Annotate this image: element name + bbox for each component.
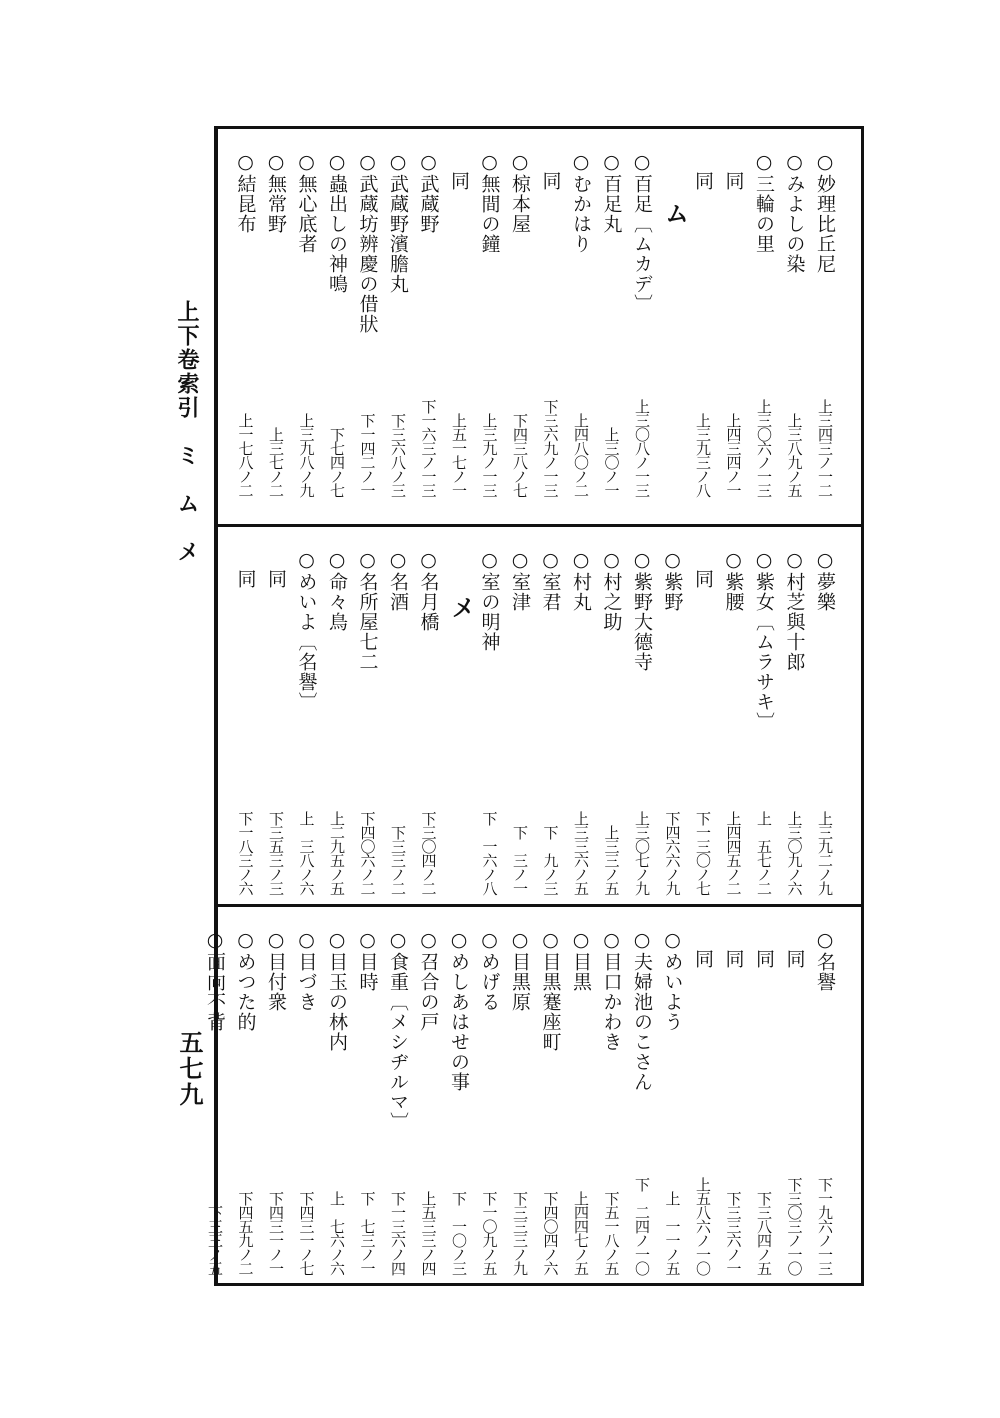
entry-page-ref: 下 九ノ三 bbox=[541, 825, 560, 895]
index-entry bbox=[660, 929, 686, 1275]
entry-term: ○武蔵坊辨慶の借狀 bbox=[356, 151, 379, 334]
index-band-middle bbox=[218, 524, 861, 907]
entry-page-ref: 下四〇四ノ六 bbox=[541, 1191, 560, 1275]
index-entry bbox=[263, 549, 289, 895]
entry-term: ○百足〔ムカデ〕 bbox=[631, 151, 653, 314]
entry-page-ref: 下一四二ノ一 bbox=[358, 413, 377, 497]
index-entry bbox=[507, 929, 533, 1275]
index-entry bbox=[599, 929, 625, 1275]
entry-page-ref: 下四〇六ノ二 bbox=[358, 811, 377, 895]
entry-page-ref: 上四四五ノ二 bbox=[724, 811, 743, 895]
index-entry bbox=[568, 549, 594, 895]
index-entry bbox=[507, 549, 533, 895]
entry-page-ref: 下三〇四ノ二 bbox=[419, 811, 438, 895]
entry-term: ○面向不背 bbox=[204, 929, 226, 1032]
entry-term: ○村芝與十郎 bbox=[783, 549, 806, 672]
entry-term: ○百足丸 bbox=[600, 151, 623, 234]
entry-page-ref: 下 七三ノ一 bbox=[358, 1191, 377, 1275]
entry-page-ref: 下四三一ノ一 bbox=[267, 1191, 285, 1275]
index-entry bbox=[233, 929, 259, 1275]
running-head: 上下卷索引 ミ ム メ bbox=[174, 300, 200, 564]
entry-term: ○名譽 bbox=[814, 929, 836, 992]
index-entry bbox=[751, 929, 777, 1275]
entry-term: ○みよしの染 bbox=[783, 151, 806, 274]
entry-term: ○椋本屋 bbox=[509, 151, 531, 234]
entry-term: ○目づき bbox=[295, 929, 318, 1012]
entry-term: ○室の明神 bbox=[478, 549, 501, 652]
index-entry bbox=[629, 151, 655, 497]
entry-page-ref: 下四六六ノ九 bbox=[663, 811, 682, 895]
entry-page-ref: 上五八六ノ一〇 bbox=[694, 1177, 712, 1275]
index-entry bbox=[233, 151, 259, 497]
entry-page-ref: 上三九八ノ九 bbox=[297, 413, 316, 497]
entry-page-ref: 上三四三ノ一二 bbox=[816, 399, 834, 497]
entry-page-ref: 下四三八ノ七 bbox=[511, 413, 529, 497]
index-entry bbox=[355, 549, 381, 895]
entry-term: ○目口かわき bbox=[600, 929, 623, 1052]
entry-page-ref: 上 三八ノ六 bbox=[297, 811, 316, 895]
index-entry bbox=[507, 151, 533, 497]
entry-page-ref: 上三〇七ノ九 bbox=[633, 811, 651, 895]
index-entry bbox=[690, 929, 716, 1275]
index-entry bbox=[294, 929, 320, 1275]
entry-term: ○めつた的 bbox=[234, 929, 257, 1032]
index-entry bbox=[629, 549, 655, 895]
index-entry bbox=[538, 549, 564, 895]
index-entry bbox=[202, 929, 228, 1275]
entry-page-ref: 下 一六ノ八 bbox=[480, 811, 499, 895]
entry-term: 同 bbox=[753, 929, 775, 969]
entry-page-ref: 上四四七ノ五 bbox=[572, 1191, 590, 1275]
index-entry bbox=[416, 151, 442, 497]
entry-page-ref: 上四三四ノ一 bbox=[724, 413, 743, 497]
index-entry bbox=[812, 929, 838, 1275]
entry-page-ref: 下七四ノ七 bbox=[328, 427, 346, 497]
entry-term: ○目黒 bbox=[570, 929, 592, 992]
index-entry bbox=[568, 929, 594, 1275]
entry-page-ref: 下三三ノ二 bbox=[389, 825, 407, 895]
entry-page-ref: 上 五七ノ二 bbox=[755, 811, 773, 895]
entry-term: 同 bbox=[722, 929, 745, 969]
entry-term: ○めいよ〔名譽〕 bbox=[295, 549, 318, 712]
index-entry bbox=[477, 151, 503, 497]
entry-term: ○目玉の林内 bbox=[326, 929, 348, 1052]
index-entry bbox=[629, 929, 655, 1275]
entry-term: ○無心底者 bbox=[295, 151, 318, 254]
entry-term: ○名月橋 bbox=[417, 549, 440, 632]
entry-term: ○妙理比丘尼 bbox=[814, 151, 836, 274]
index-entry bbox=[751, 151, 777, 497]
entry-page-ref: 下三三三ノ九 bbox=[511, 1191, 529, 1275]
entry-page-ref: 下三五三ノ三 bbox=[267, 811, 285, 895]
entry-term: ○村之助 bbox=[600, 549, 623, 632]
index-entry bbox=[263, 151, 289, 497]
index-entry bbox=[355, 929, 381, 1275]
entry-page-ref: 上一七八ノ二 bbox=[236, 413, 255, 497]
index-entry bbox=[751, 549, 777, 895]
index-entry bbox=[599, 151, 625, 497]
entry-term: ○めいよう bbox=[661, 929, 684, 1032]
section-heading: メ bbox=[447, 595, 476, 619]
index-entry bbox=[324, 549, 350, 895]
index-entry bbox=[324, 929, 350, 1275]
entry-term: ○紫女〔ムラサキ〕 bbox=[753, 549, 775, 732]
entry-page-ref: 上三〇九ノ六 bbox=[785, 811, 804, 895]
entry-term: 同 bbox=[692, 151, 714, 191]
entry-page-ref: 下四三一ノ七 bbox=[297, 1191, 316, 1275]
index-entry bbox=[294, 549, 320, 895]
index-entry bbox=[690, 549, 716, 895]
entry-page-ref: 下三三六ノ一 bbox=[724, 1191, 743, 1275]
entry-term: ○村丸 bbox=[570, 549, 592, 612]
entry-term: ○名酒 bbox=[387, 549, 409, 612]
index-entry bbox=[294, 151, 320, 497]
entry-term: ○紫腰 bbox=[722, 549, 745, 612]
entry-page-ref: 下三六九ノ一三 bbox=[541, 399, 560, 497]
entry-page-ref: 下一八三ノ六 bbox=[236, 811, 255, 895]
index-entry bbox=[721, 151, 747, 497]
entry-term: ○武蔵野 bbox=[417, 151, 440, 234]
entry-term: ○夫婦池のこさん bbox=[631, 929, 653, 1092]
index-band-bottom bbox=[204, 904, 861, 1289]
entry-page-ref: 上 七六ノ六 bbox=[328, 1191, 346, 1275]
index-entry bbox=[538, 151, 564, 497]
entry-term: ○目黒原 bbox=[509, 929, 531, 1012]
entry-page-ref: 下三六八ノ三 bbox=[389, 413, 407, 497]
entry-page-ref: 下 一〇ノ三 bbox=[450, 1191, 468, 1275]
entry-term: ○紫野大德寺 bbox=[631, 549, 653, 672]
index-entry bbox=[446, 929, 472, 1275]
entry-page-ref: 上五一七ノ一 bbox=[450, 413, 468, 497]
entry-page-ref: 上三九ノ一三 bbox=[480, 413, 499, 497]
entry-term: 同 bbox=[722, 151, 745, 191]
entry-term: ○夢樂 bbox=[814, 549, 836, 612]
entry-page-ref: 下一九六ノ一三 bbox=[816, 1177, 834, 1275]
index-entry bbox=[385, 549, 411, 895]
entry-term: ○むかはり bbox=[570, 151, 592, 254]
entry-page-ref: 下三八四ノ五 bbox=[755, 1191, 773, 1275]
entry-page-ref: 下一三六ノ四 bbox=[389, 1191, 407, 1275]
entry-term: ○蟲出しの神鳴 bbox=[326, 151, 348, 294]
index-entry bbox=[721, 549, 747, 895]
index-entry bbox=[477, 549, 503, 895]
index-entry bbox=[660, 549, 686, 895]
index-entry bbox=[416, 929, 442, 1275]
entry-term: 同 bbox=[539, 151, 562, 191]
entry-term: 同 bbox=[265, 549, 287, 589]
entry-term: ○目黒蹇座町 bbox=[539, 929, 562, 1052]
index-entry bbox=[782, 929, 808, 1275]
index-entry bbox=[263, 929, 289, 1275]
entry-term: ○結昆布 bbox=[234, 151, 257, 234]
entry-page-ref: 上三〇六ノ一三 bbox=[755, 399, 773, 497]
entry-page-ref: 下三〇三ノ一〇 bbox=[785, 1177, 804, 1275]
entry-term: ○紫野 bbox=[661, 549, 684, 612]
index-entry bbox=[538, 929, 564, 1275]
entry-page-ref: 上三〇八ノ一三 bbox=[633, 399, 651, 497]
entry-page-ref: 上三八九ノ五 bbox=[785, 413, 804, 497]
entry-page-ref: 上三三ノ五 bbox=[602, 825, 621, 895]
page-number: 五七九 bbox=[175, 1030, 204, 1108]
index-entry bbox=[385, 151, 411, 497]
entry-page-ref: 上 一一ノ五 bbox=[663, 1191, 682, 1275]
index-entry bbox=[782, 549, 808, 895]
entry-page-ref: 上三七ノ二 bbox=[267, 427, 285, 497]
index-entry bbox=[568, 151, 594, 497]
entry-term: ○無間の鐘 bbox=[478, 151, 501, 254]
entry-term: 同 bbox=[448, 151, 470, 191]
entry-page-ref: 下一三〇ノ七 bbox=[694, 811, 712, 895]
entry-term: ○目付衆 bbox=[265, 929, 287, 1012]
index-entry bbox=[690, 151, 716, 497]
index-entry bbox=[782, 151, 808, 497]
index-entry bbox=[721, 929, 747, 1275]
entry-page-ref: 上三九三ノ八 bbox=[694, 413, 712, 497]
index-band-top bbox=[218, 129, 861, 524]
entry-page-ref: 上五三三ノ四 bbox=[419, 1191, 438, 1275]
index-entry bbox=[385, 929, 411, 1275]
index-entry bbox=[477, 929, 503, 1275]
entry-page-ref: 下 三ノ一 bbox=[511, 825, 529, 895]
index-frame bbox=[204, 126, 864, 1286]
entry-term: 同 bbox=[783, 929, 806, 969]
entry-page-ref: 下一六三ノ一三 bbox=[419, 399, 438, 497]
entry-page-ref: 下一〇九ノ五 bbox=[480, 1191, 499, 1275]
entry-term: ○命々鳥 bbox=[326, 549, 348, 632]
entry-term: ○室君 bbox=[539, 549, 562, 612]
index-entry bbox=[416, 549, 442, 895]
entry-page-ref: 上三三六ノ五 bbox=[572, 811, 590, 895]
entry-term: ○三輪の里 bbox=[753, 151, 775, 254]
entry-term: ○室津 bbox=[509, 549, 531, 612]
index-entry bbox=[812, 549, 838, 895]
entry-page-ref: 下 二四ノ一〇 bbox=[633, 1177, 651, 1275]
entry-term: ○目時 bbox=[356, 929, 379, 992]
entry-term: ○めげる bbox=[478, 929, 501, 1012]
entry-term: 同 bbox=[692, 929, 714, 969]
index-entry bbox=[355, 151, 381, 497]
entry-page-ref: 下四五九ノ二 bbox=[236, 1191, 255, 1275]
entry-page-ref: 上三〇ノ一 bbox=[602, 427, 621, 497]
index-entry bbox=[446, 151, 472, 497]
index-entry bbox=[324, 151, 350, 497]
index-entry bbox=[233, 549, 259, 895]
entry-page-ref: 上二九五ノ五 bbox=[328, 811, 346, 895]
index-entry bbox=[812, 151, 838, 497]
entry-term: ○名所屋七二 bbox=[356, 549, 379, 672]
index-entry bbox=[599, 549, 625, 895]
entry-term: 同 bbox=[234, 549, 257, 589]
entry-term: ○めしあはせの事 bbox=[448, 929, 470, 1092]
section-heading: ム bbox=[660, 201, 690, 225]
entry-term: ○食重〔メシヂルマ〕 bbox=[387, 929, 409, 1132]
entry-term: ○召合の戸 bbox=[417, 929, 440, 1032]
entry-page-ref: 上四八〇ノ二 bbox=[572, 413, 590, 497]
entry-term: ○無常野 bbox=[265, 151, 287, 234]
entry-page-ref: 上三九二ノ九 bbox=[816, 811, 834, 895]
entry-term: ○武蔵野濱膽丸 bbox=[387, 151, 409, 294]
entry-term: 同 bbox=[692, 549, 714, 589]
entry-page-ref: 下三三ノ五 bbox=[206, 1205, 224, 1275]
entry-page-ref: 下五一八ノ五 bbox=[602, 1191, 621, 1275]
